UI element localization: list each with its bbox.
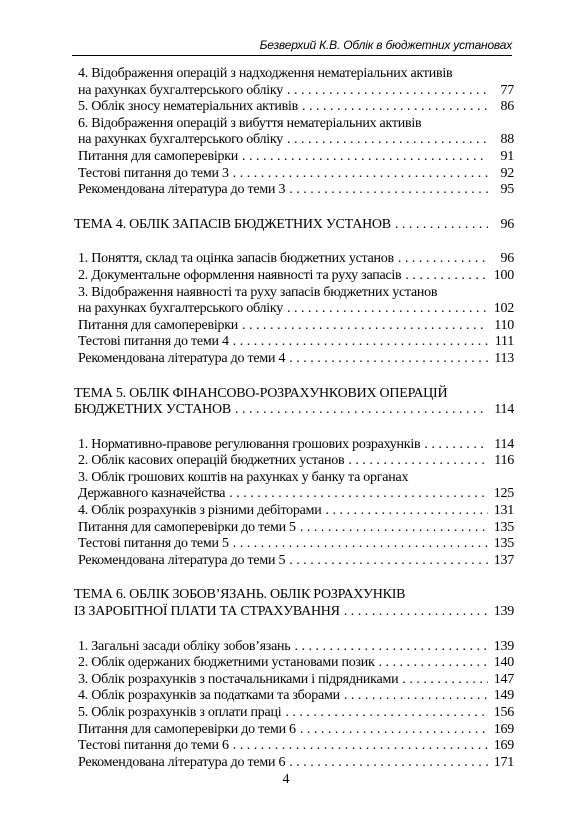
toc-chapter bbox=[74, 217, 514, 234]
toc-entry-page: 96 bbox=[500, 251, 514, 267]
toc-entry bbox=[74, 655, 514, 672]
toc-entry-line1: 4. Відображення операцій з надходження нематеріальних активів bbox=[78, 66, 453, 81]
toc-chapter bbox=[74, 402, 514, 419]
toc-entry bbox=[74, 182, 514, 199]
toc-chapter bbox=[74, 604, 514, 621]
toc-entry-page: 111 bbox=[494, 334, 514, 350]
leader-dots bbox=[395, 217, 488, 234]
toc-entry bbox=[74, 705, 514, 722]
spacer bbox=[74, 419, 514, 437]
toc-entry-text: на рахунках бухгалтерського обліку bbox=[78, 132, 284, 148]
toc-entry-text: Рекомендована література до теми 6 bbox=[78, 754, 286, 770]
toc-entry-page: 169 bbox=[493, 721, 514, 737]
leader-dots bbox=[287, 301, 488, 318]
leader-dots bbox=[289, 755, 488, 772]
leader-dots bbox=[300, 722, 488, 739]
leader-dots bbox=[287, 83, 488, 100]
leader-dots bbox=[379, 655, 488, 672]
toc-entry-page: 91 bbox=[500, 148, 514, 164]
toc-entry bbox=[74, 453, 514, 470]
leader-dots bbox=[405, 268, 488, 285]
toc-entry-page: 169 bbox=[493, 738, 514, 754]
spacer bbox=[74, 233, 514, 251]
toc-entry bbox=[74, 268, 514, 285]
toc-entry bbox=[74, 553, 514, 570]
spacer bbox=[74, 199, 514, 217]
toc-entry bbox=[74, 503, 514, 520]
toc-entry-text: Державного казначейства bbox=[78, 486, 226, 502]
leader-dots bbox=[348, 453, 488, 470]
toc-entry-text: Питання для самоперевірки bbox=[78, 148, 238, 164]
toc-entry-page: 95 bbox=[500, 182, 514, 198]
toc-entry-line1: 3. Відображення наявності та руху запасів бюджетних установ bbox=[78, 284, 438, 300]
toc-entry-text: на рахунках бухгалтерського обліку bbox=[78, 301, 284, 317]
leader-dots bbox=[402, 672, 488, 689]
leader-dots bbox=[242, 149, 488, 166]
leader-dots bbox=[233, 738, 488, 755]
leader-dots bbox=[300, 520, 488, 537]
toc-entry-page: 131 bbox=[493, 503, 514, 519]
toc-entry bbox=[74, 334, 514, 351]
toc-entry-line1: 3. Облік грошових коштів на рахунках у банку та органах bbox=[78, 469, 409, 485]
toc-entry bbox=[74, 166, 514, 183]
leader-dots bbox=[344, 604, 488, 621]
leader-dots bbox=[235, 402, 488, 419]
toc-entry-text: 2. Документальне оформлення наявності та руху запасів bbox=[78, 267, 402, 283]
toc-chapter-title-line1: ТЕМА 5. ОБЛІК ФІНАНСОВО-РОЗРАХУНКОВИХ ОПЕРАЦІЙ bbox=[74, 385, 448, 401]
toc-entry-page: 125 bbox=[493, 486, 514, 502]
leader-dots bbox=[398, 251, 488, 268]
leader-dots bbox=[233, 536, 488, 553]
toc-entry bbox=[74, 486, 514, 503]
toc-entry-text: Рекомендована література до теми 3 bbox=[78, 182, 286, 198]
toc-chapter-title: ІЗ ЗАРОБІТНОЇ ПЛАТИ ТА СТРАХУВАННЯ bbox=[74, 604, 340, 620]
running-header: Безверхий К.В. Облік в бюджетних установах bbox=[259, 38, 512, 52]
leader-dots bbox=[294, 639, 488, 656]
toc-entry-text: 4. Облік розрахунків з різними дебіторами bbox=[78, 503, 322, 519]
toc-entry bbox=[74, 722, 514, 739]
leader-dots bbox=[287, 132, 488, 149]
toc-entry-text: 2. Облік касових операцій бюджетних установ bbox=[78, 453, 345, 469]
toc-entry-page: 113 bbox=[494, 350, 514, 366]
toc-entry-text: Рекомендована література до теми 5 bbox=[78, 552, 286, 568]
toc-chapter-page: 139 bbox=[493, 604, 514, 620]
spacer bbox=[74, 569, 514, 587]
toc-entry-page: 139 bbox=[493, 638, 514, 654]
toc-entry-page: 114 bbox=[494, 436, 514, 452]
toc-entry-page: 116 bbox=[494, 453, 514, 469]
toc-entry-text: 3. Облік розрахунків з постачальниками і підрядниками bbox=[78, 671, 399, 687]
toc-entry-page: 140 bbox=[493, 655, 514, 671]
toc-entry-page: 135 bbox=[493, 519, 514, 535]
leader-dots bbox=[344, 688, 488, 705]
page-number: 4 bbox=[282, 772, 290, 787]
toc-entry-text: 5. Облік розрахунків з оплати праці bbox=[78, 705, 282, 720]
toc-entry-text: 1. Поняття, склад та оцінка запасів бюджетних установ bbox=[78, 251, 394, 267]
toc-entry-page: 102 bbox=[493, 301, 514, 317]
toc-chapter-title-line1: ТЕМА 6. ОБЛІК ЗОБОВ’ЯЗАНЬ. ОБЛІК РОЗРАХУНКІВ bbox=[74, 587, 406, 603]
toc-entry bbox=[74, 437, 514, 454]
toc-entry-text: Тестові питання до теми 6 bbox=[78, 738, 229, 754]
toc-entry bbox=[74, 301, 514, 318]
spacer bbox=[74, 621, 514, 639]
toc-entry-page: 171 bbox=[493, 754, 514, 770]
toc-entry bbox=[74, 132, 514, 149]
toc-entry bbox=[74, 688, 514, 705]
toc-entry-text: на рахунках бухгалтерського обліку bbox=[78, 82, 284, 98]
toc-entry-page: 100 bbox=[493, 267, 514, 283]
toc-entry-text: 5. Облік зносу нематеріальних активів bbox=[78, 99, 298, 115]
leader-dots bbox=[242, 318, 488, 335]
table-of-contents bbox=[74, 66, 514, 771]
leader-dots bbox=[289, 553, 488, 570]
toc-entry-page: 77 bbox=[500, 82, 514, 98]
toc-entry-text: 1. Загальні засади обліку зобов’язань bbox=[78, 638, 291, 654]
toc-chapter-title: БЮДЖЕТНИХ УСТАНОВ bbox=[74, 402, 231, 418]
spacer bbox=[74, 368, 514, 386]
toc-entry-page: 137 bbox=[493, 552, 514, 568]
toc-entry bbox=[74, 639, 514, 656]
toc-entry-text: Рекомендована література до теми 4 bbox=[78, 350, 286, 366]
toc-entry-line1: 6. Відображення операцій з вибуття нематеріальних активів bbox=[78, 115, 422, 131]
header-rule bbox=[72, 55, 512, 56]
toc-entry-page: 156 bbox=[493, 705, 514, 720]
leader-dots bbox=[289, 351, 488, 368]
toc-entry-page: 88 bbox=[500, 132, 514, 148]
toc-entry-text: 4. Облік розрахунків за податками та зборами bbox=[78, 688, 340, 704]
toc-entry bbox=[74, 149, 514, 166]
leader-dots bbox=[302, 99, 488, 116]
leader-dots bbox=[289, 182, 488, 199]
leader-dots bbox=[233, 334, 488, 351]
toc-entry-text: 2. Облік одержаних бюджетними установами позик bbox=[78, 655, 375, 671]
leader-dots bbox=[285, 705, 488, 722]
leader-dots bbox=[424, 437, 488, 454]
toc-entry-text: Тестові питання до теми 5 bbox=[78, 536, 229, 552]
toc-entry bbox=[74, 83, 514, 100]
toc-entry-text: Тестові питання до теми 4 bbox=[78, 334, 229, 350]
toc-entry bbox=[74, 672, 514, 689]
toc-entry bbox=[74, 520, 514, 537]
toc-entry bbox=[74, 99, 514, 116]
toc-entry-page: 110 bbox=[494, 317, 514, 333]
toc-entry bbox=[74, 536, 514, 553]
toc-chapter-page: 96 bbox=[500, 216, 514, 232]
toc-entry-text: 1. Нормативно-правове регулювання грошових розрахунків bbox=[78, 436, 421, 452]
toc-entry bbox=[74, 755, 514, 772]
toc-entry-page: 147 bbox=[493, 671, 514, 687]
toc-entry bbox=[74, 738, 514, 755]
toc-entry-page: 149 bbox=[493, 688, 514, 704]
leader-dots bbox=[325, 503, 488, 520]
toc-entry-page: 92 bbox=[500, 165, 514, 181]
toc-entry bbox=[74, 251, 514, 268]
toc-entry-page: 86 bbox=[500, 99, 514, 115]
toc-entry-text: Питання для самоперевірки bbox=[78, 317, 238, 333]
toc-chapter-page: 114 bbox=[494, 402, 514, 418]
toc-entry-page: 135 bbox=[493, 536, 514, 552]
toc-entry bbox=[74, 318, 514, 335]
leader-dots bbox=[229, 486, 488, 503]
toc-entry bbox=[74, 351, 514, 368]
leader-dots bbox=[233, 166, 488, 183]
toc-entry-text: Питання для самоперевірки до теми 6 bbox=[78, 721, 296, 737]
toc-entry-text: Питання для самоперевірки до теми 5 bbox=[78, 519, 296, 535]
toc-entry-text: Тестові питання до теми 3 bbox=[78, 165, 229, 181]
toc-chapter-title: ТЕМА 4. ОБЛІК ЗАПАСІВ БЮДЖЕТНИХ УСТАНОВ bbox=[74, 216, 391, 232]
